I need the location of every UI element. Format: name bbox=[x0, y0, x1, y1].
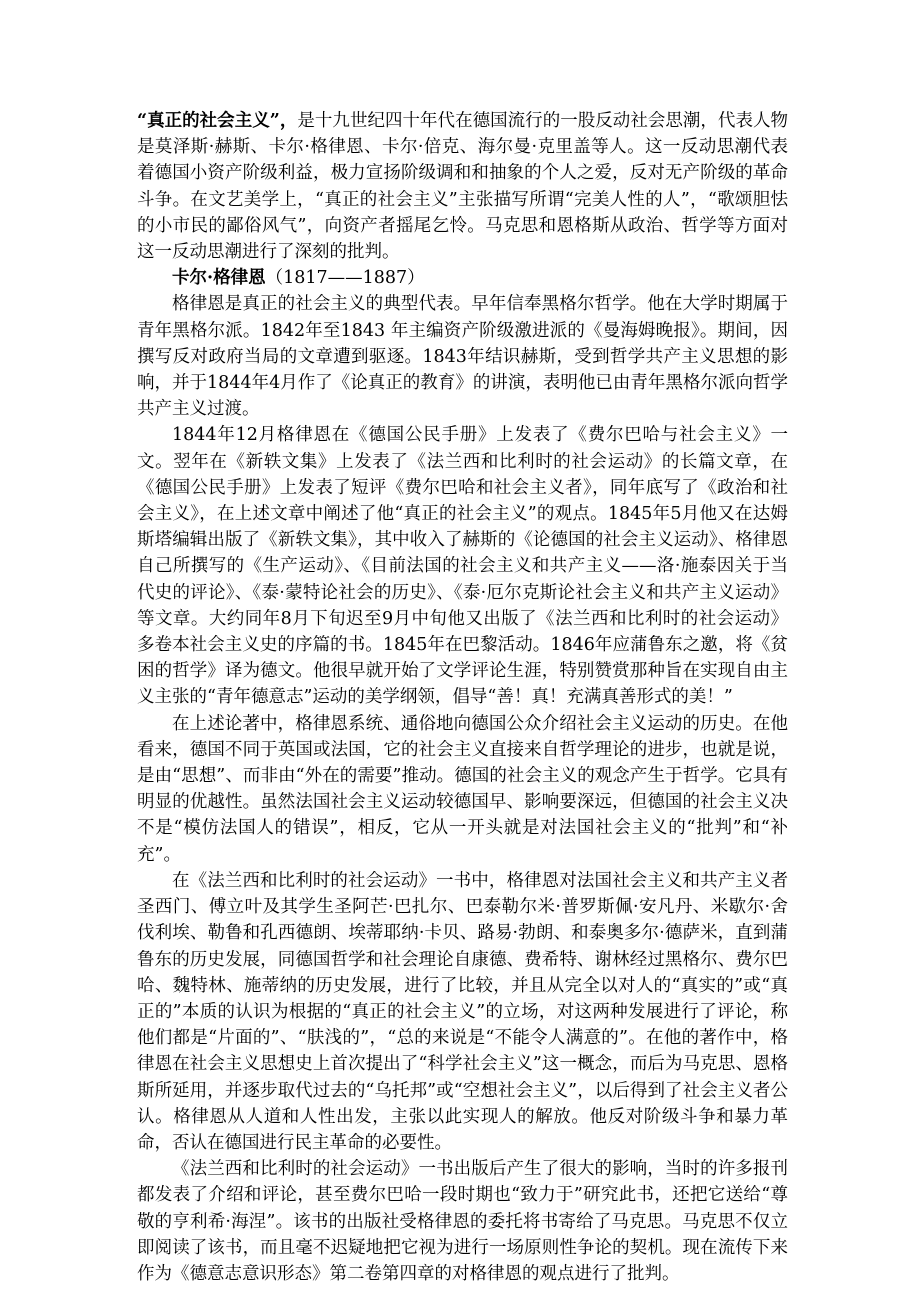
document-page bbox=[137, 108, 788, 1287]
section-years: （1817——1887） bbox=[265, 268, 425, 289]
intro-paragraph bbox=[137, 108, 788, 265]
body-paragraph-4: 在《法兰西和比利时的社会运动》一书中，格律恩对法国社会主义和共产主义者圣西门、傅立叶及其学生圣阿芒·巴扎尔、巴泰勒尔米·普罗斯佩·安凡丹、米歇尔·舍伐利埃、勒鲁和孔西德朗、埃蒂耶纳·卡贝、路易·勃朗、和泰奥多尔·德萨米，直到蒲鲁东的历史发展，同德国哲学和社会理论自康德、费希特、谢林经过黑格尔、费尔巴哈、魏特林、施蒂纳的历史发展，进行了比较，并且从完全以对人的“真实的”或“真正的”本质的认识为根据的“真正的社会主义”的立场，对这两种发展进行了评论，称他们都是“片面的”、“肤浅的”，“总的来说是“不能令人满意的”。在他的著作中，格律恩在社会主义思想史上首次提出了“科学社会主义”这一概念，而后为马克思、恩格斯所延用，并逐步取代过去的“乌托邦”或“空想社会主义”，以后得到了社会主义者公认。格律恩从人道和人性出发，主张以此实现人的解放。他反对阶级斗争和暴力革命，否认在德国进行民主革命的必要性。 bbox=[137, 870, 788, 1153]
intro-text: 是十九世纪四十年代在德国流行的一股反动社会思潮，代表人物是莫泽斯·赫斯、卡尔·格律恩、卡尔·倍克、海尔曼·克里盖等人。这一反动思潮代表着德国小资产阶级利益，极力宣扬阶级调和和抽象的个人之爱，反对无产阶级的革命斗争。在文艺美学上，“真正的社会主义”主张描写所谓“完美人性的人”，“歌颂胆怯的小市民的鄙俗风气”，向资产者摇尾乞怜。马克思和恩格斯从政治、哲学等方面对这一反动思潮进行了深刻的批判。 bbox=[137, 111, 788, 263]
body-paragraph-2: 1844年12月格律恩在《德国公民手册》上发表了《费尔巴哈与社会主义》一文。翌年在《新轶文集》上发表了《法兰西和比利时的社会运动》的长篇文章，在《德国公民手册》上发表了短评《费尔巴哈和社会主义者》，同年底写了《政治和社会主义》，在上述文章中阐述了他“真正的社会主义”的观点。1845年5月他又在达姆斯塔编辑出版了《新轶文集》，其中收入了赫斯的《论德国的社会主义运动》、格律恩自己所撰写的《生产运动》、《目前法国的社会主义和共产主义——洛·施泰因关于当代史的评论》、《泰·蒙特论社会的历史》、《泰·厄尔克斯论社会主义和共产主义运动》等文章。大约同年8月下旬迟至9月中旬他又出版了《法兰西和比利时的社会运动》多卷本社会主义史的序篇的书。1845年在巴黎活动。1846年应蒲鲁东之邀，将《贫困的哲学》译为德文。他很早就开始了文学评论生涯，特别赞赏那种旨在实现自由主义主张的“青年德意志”运动的美学纲领，倡导“善！真！充满真善形式的美！” bbox=[137, 425, 788, 708]
section-name: 卡尔·格律恩 bbox=[172, 268, 266, 289]
section-heading bbox=[137, 265, 788, 291]
body-paragraph-1: 格律恩是真正的社会主义的典型代表。早年信奉黑格尔哲学。他在大学时期属于青年黑格尔派。1842年至1843 年主编资产阶级激进派的《曼海姆晚报》。期间，因撰写反对政府当局的文章遭到驱逐。1843年结识赫斯，受到哲学共产主义思想的影响，并于1844年4月作了《论真正的教育》的讲演，表明他已由青年黑格尔派向哲学共产主义过渡。 bbox=[137, 294, 788, 420]
body-paragraph-5: 《法兰西和比利时的社会运动》一书出版后产生了很大的影响，当时的许多报刊都发表了介绍和评论，甚至费尔巴哈一段时期也“致力于”研究此书，还把它送给“尊敬的亨利希·海涅”。该书的出版社受格律恩的委托将书寄给了马克思。马克思不仅立即阅读了该书，而且毫不迟疑地把它视为进行一场原则性争论的契机。现在流传下来作为《德意志意识形态》第二卷第四章的对格律恩的观点进行了批判。 bbox=[137, 1159, 788, 1284]
intro-term: “真正的社会主义”， bbox=[137, 111, 298, 131]
body-paragraph-3: 在上述论著中，格律恩系统、通俗地向德国公众介绍社会主义运动的历史。在他看来，德国不同于英国或法国，它的社会主义直接来自哲学理论的进步，也就是说，是由“思想”、而非由“外在的需要”推动。德国的社会主义的观念产生于哲学。它具有明显的优越性。虽然法国社会主义运动较德国早、影响要深远，但德国的社会主义决不是“模仿法国人的错误”，相反，它从一开头就是对法国社会主义的“批判”和“补充”。 bbox=[137, 713, 788, 865]
